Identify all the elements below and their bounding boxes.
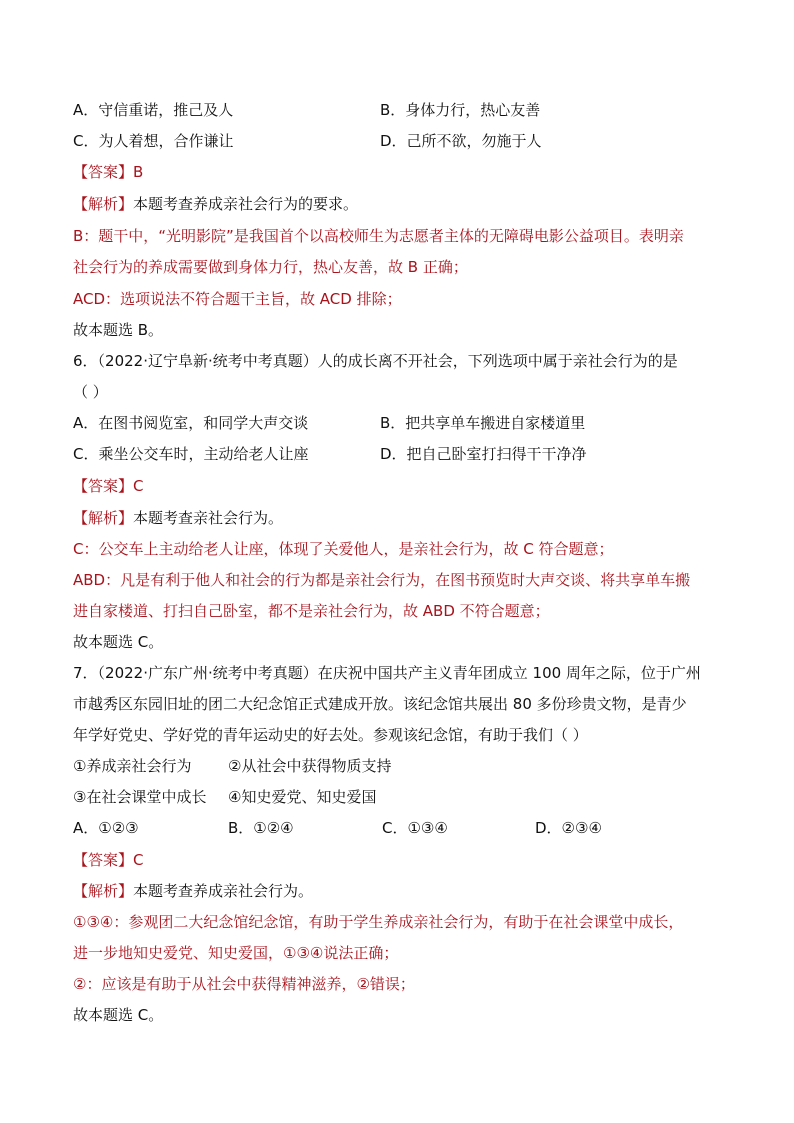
q5-option-d: D．己所不欲，勿施于人 <box>380 132 542 150</box>
q6-analysis-line <box>73 508 283 528</box>
q7-items-134-explanation-2: 进一步地知史爱党、知史爱国，①③④说法正确； <box>73 944 399 962</box>
analysis-text: 本题考查养成亲社会行为的要求。 <box>133 195 359 213</box>
q6-stem-2: （ ） <box>73 383 108 401</box>
q6-option-c-explanation: C：公交车上主动给老人让座，体现了关爱他人，是亲社会行为，故 C 符合题意； <box>73 540 614 558</box>
q7-option-a: A．①②③ <box>73 819 139 837</box>
q5-option-c: C．为人着想，合作谦让 <box>73 132 234 150</box>
analysis-tag: 【解析】 <box>73 509 134 527</box>
q7-stem-1: 7．（2022·广东广州·统考中考真题）在庆祝中国共产主义青年团成立 100 周年之际，位于广州 <box>73 664 701 682</box>
q7-item-4: ④知史爱党、知史爱国 <box>228 788 377 806</box>
q5-option-b-explanation-2: 社会行为的养成需要做到身体力行，热心友善，故 B 正确； <box>73 258 468 276</box>
q7-analysis-line <box>73 881 313 901</box>
analysis-text: 本题考查亲社会行为。 <box>133 509 284 527</box>
analysis-tag: 【解析】 <box>73 882 134 900</box>
analysis-text: 本题考查养成亲社会行为。 <box>133 882 314 900</box>
q7-answer-line <box>73 850 144 870</box>
q6-answer-line <box>73 476 144 496</box>
q5-conclusion: 故本题选 B。 <box>73 321 164 339</box>
q6-option-d: D．把自己卧室打扫得干干净净 <box>380 445 587 463</box>
q7-item-3: ③在社会课堂中成长 <box>73 788 207 806</box>
q5-option-acd-explanation: ACD：选项说法不符合题干主旨，故 ACD 排除； <box>73 290 402 308</box>
answer-value: C <box>133 477 144 495</box>
q7-items-134-explanation-1: ①③④：参观团二大纪念馆纪念馆，有助于学生养成亲社会行为，有助于在社会课堂中成长， <box>73 913 684 931</box>
analysis-tag: 【解析】 <box>73 195 134 213</box>
q7-item-1: ①养成亲社会行为 <box>73 757 192 775</box>
q5-analysis-line <box>73 194 358 214</box>
q5-option-a: A．守信重诺，推己及人 <box>73 101 234 119</box>
q6-conclusion: 故本题选 C。 <box>73 633 164 651</box>
q6-stem-1: 6．（2022·辽宁阜新·统考中考真题）人的成长离不开社会，下列选项中属于亲社会行为的是 <box>73 352 678 370</box>
q7-stem-3: 年学好党史、学好党的青年运动史的好去处。参观该纪念馆，有助于我们（ ） <box>73 726 588 744</box>
q6-option-b: B．把共享单车搬进自家楼道里 <box>380 414 586 432</box>
q6-option-c: C．乘坐公交车时，主动给老人让座 <box>73 445 309 463</box>
q7-conclusion: 故本题选 C。 <box>73 1006 164 1024</box>
q7-option-c: C．①③④ <box>382 819 448 837</box>
q7-item-2: ②从社会中获得物质支持 <box>228 757 392 775</box>
q6-option-abd-explanation-1: ABD：凡是有利于他人和社会的行为都是亲社会行为，在图书预览时大声交谈、将共享单车搬 <box>73 571 691 589</box>
q7-option-b: B．①②④ <box>228 819 294 837</box>
q7-stem-2: 市越秀区东园旧址的团二大纪念馆正式建成开放。该纪念馆共展出 80 多份珍贵文物，是青少 <box>73 695 687 713</box>
answer-value: C <box>133 851 144 869</box>
q6-option-a: A．在图书阅览室，和同学大声交谈 <box>73 414 309 432</box>
q5-option-b-explanation-1: B：题干中，“光明影院”是我国首个以高校师生为志愿者主体的无障碍电影公益项目。表明亲 <box>73 227 684 245</box>
answer-value: B <box>133 163 144 181</box>
q6-option-abd-explanation-2: 进自家楼道、打扫自己卧室，都不是亲社会行为，故 ABD 不符合题意； <box>73 602 550 620</box>
answer-tag: 【答案】 <box>73 477 134 495</box>
q7-item-2-explanation: ②：应该是有助于从社会中获得精神滋养，②错误； <box>73 975 415 993</box>
q5-answer-line <box>73 162 143 182</box>
answer-tag: 【答案】 <box>73 851 134 869</box>
answer-tag: 【答案】 <box>73 163 134 181</box>
q7-option-d: D．②③④ <box>535 819 602 837</box>
q5-option-b: B．身体力行，热心友善 <box>380 101 541 119</box>
